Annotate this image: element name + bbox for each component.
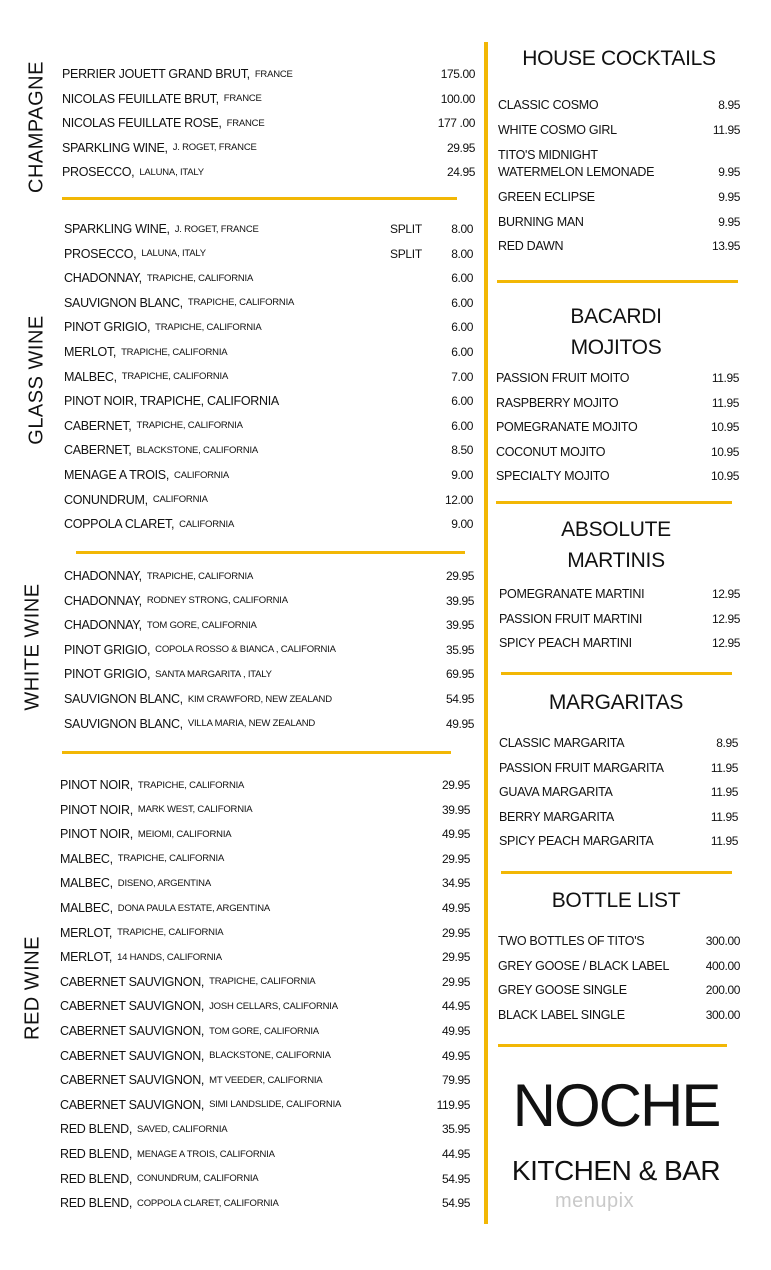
item-detail: TRAPICHE, CALIFORNIA	[117, 927, 224, 939]
item-price: 6.00	[451, 320, 473, 335]
item-name: SAUVIGNON BLANC,	[64, 716, 183, 731]
item-name: PERRIER JOUETT GRAND BRUT,	[62, 67, 250, 81]
menu-item	[498, 93, 598, 117]
item-name: MALBEC,	[60, 876, 113, 891]
menu-item	[60, 921, 223, 945]
item-price: 11.95	[710, 760, 738, 775]
watermark-text: menupix	[555, 1190, 635, 1212]
item-name: RED BLEND,	[60, 1147, 133, 1161]
item-name: PINOT NOIR,	[60, 802, 133, 817]
item-price: 10.95	[710, 420, 739, 435]
item-name: CABERNET SAUVIGNON,	[60, 974, 205, 989]
item-detail: TOM GORE, CALIFORNIA	[209, 1025, 319, 1037]
menu-item	[496, 391, 618, 415]
item-name: NICOLAS FEUILLATE BRUT,	[62, 91, 219, 106]
item-price: 400.00	[705, 958, 740, 973]
item-name: SPECIALTY MOJITO	[496, 469, 610, 484]
item-detail: FRANCE	[223, 93, 262, 105]
item-split: SPLIT	[390, 222, 422, 236]
item-name: TITO'S MIDNIGHT	[498, 148, 598, 162]
item-price: 8.00	[451, 222, 473, 236]
item-name: POMEGRANATE MARTINI	[499, 587, 645, 601]
column-divider	[484, 42, 488, 1224]
menu-item	[62, 111, 264, 135]
item-price: 29.95	[441, 950, 470, 965]
glass-wine-divider	[76, 551, 465, 554]
item-detail: BLACKSTONE, CALIFORNIA	[136, 444, 259, 456]
item-price: 8.95	[716, 736, 738, 750]
martinis-divider	[501, 672, 732, 675]
item-detail: MEIOMI, CALIFORNIA	[137, 828, 232, 840]
item-name: CLASSIC MARGARITA	[499, 736, 625, 750]
item-price: 29.95	[446, 140, 475, 155]
martinis-heading: MARTINIS	[567, 549, 665, 572]
item-detail: TRAPICHE, CALIFORNIA	[187, 297, 295, 309]
item-detail: SIMI LANDSLIDE, CALIFORNIA	[209, 1099, 342, 1111]
item-price: 12.95	[711, 636, 740, 651]
item-name: MERLOT,	[60, 950, 113, 965]
menu-item	[64, 365, 228, 389]
menu-item	[60, 896, 270, 920]
item-price: 9.00	[451, 468, 473, 482]
item-price: 9.00	[451, 517, 473, 532]
bacardi-heading: BACARDI	[570, 305, 662, 328]
menu-item	[60, 1019, 319, 1043]
item-detail: CALIFORNIA	[174, 469, 230, 481]
item-price: 11.95	[711, 395, 739, 410]
menu-item	[499, 805, 614, 829]
menu-item	[60, 994, 338, 1018]
menu-item	[60, 773, 244, 797]
menu-item	[498, 160, 654, 184]
item-detail: TRAPICHE, CALIFORNIA	[146, 570, 254, 582]
item-split: SPLIT	[390, 246, 422, 261]
item-detail: COPOLA ROSSO & BIANCA , CALIFORNIA	[155, 644, 336, 656]
item-name: COPPOLA CLARET,	[64, 517, 175, 532]
item-name: MALBEC,	[60, 851, 113, 866]
menu-item	[496, 464, 609, 488]
item-name: BLACK LABEL SINGLE	[498, 1007, 625, 1022]
item-price: 200.00	[705, 983, 740, 998]
item-price: 177 .00	[437, 116, 475, 131]
margaritas-divider	[501, 871, 732, 874]
item-price: 39.95	[441, 802, 470, 817]
item-name: PASSION FRUIT MOITO	[496, 371, 630, 385]
item-name: MALBEC,	[60, 901, 113, 915]
item-detail: FRANCE	[254, 68, 293, 80]
absolute-heading: ABSOLUTE	[561, 518, 671, 541]
item-price: 8.50	[451, 443, 473, 458]
item-name: CHADONNAY,	[64, 569, 142, 583]
item-price: 35.95	[445, 642, 474, 657]
item-price: 119.95	[436, 1097, 470, 1112]
menu-item	[60, 970, 315, 994]
item-name: CABERNET SAUVIGNON,	[60, 1024, 205, 1038]
menu-item	[64, 512, 234, 536]
item-name: SAUVIGNON BLANC,	[64, 295, 183, 310]
item-price: 54.95	[441, 1196, 470, 1211]
item-detail: DONA PAULA ESTATE, ARGENTINA	[117, 902, 271, 914]
item-price: 300.00	[705, 934, 740, 948]
item-price: 69.95	[445, 667, 474, 682]
menu-item	[60, 1167, 258, 1191]
item-price: 49.95	[441, 1024, 470, 1038]
item-name: SPICY PEACH MARGARITA	[499, 834, 654, 849]
item-name: PROSECCO,	[64, 246, 137, 261]
item-name: PINOT NOIR,	[60, 827, 133, 842]
item-name: POMEGRANATE MOJITO	[496, 420, 638, 435]
item-detail: CALIFORNIA	[152, 494, 208, 506]
menu-item	[498, 954, 669, 978]
item-name: RED BLEND,	[60, 1171, 133, 1186]
item-detail: SANTA MARGARITA , ITALY	[155, 668, 272, 680]
item-price: 7.00	[451, 369, 473, 384]
item-name: CABERNET SAUVIGNON,	[60, 1097, 205, 1112]
item-name: CLASSIC COSMO	[498, 98, 599, 112]
menu-item	[498, 234, 563, 258]
menu-item	[64, 589, 288, 613]
item-name: MERLOT,	[64, 345, 117, 359]
menu-item	[496, 415, 637, 439]
item-name: GUAVA MARGARITA	[499, 785, 613, 800]
menu-item	[496, 366, 629, 390]
item-name: TWO BOTTLES OF TITO'S	[498, 934, 645, 948]
menu-item	[64, 613, 257, 637]
item-name: RED DAWN	[498, 239, 564, 253]
menu-item	[60, 1142, 275, 1166]
item-price: 11.95	[711, 371, 739, 385]
item-price: 49.95	[441, 1048, 470, 1063]
item-price: 44.95	[441, 1147, 470, 1161]
white-wine-label: WHITE WINE	[21, 583, 44, 711]
item-price: 300.00	[705, 1007, 740, 1022]
item-detail: LALUNA, ITALY	[139, 166, 204, 178]
item-detail: CALIFORNIA	[179, 518, 235, 530]
item-name: SPICY PEACH MARTINI	[499, 636, 632, 651]
item-detail: CONUNDRUM, CALIFORNIA	[137, 1173, 259, 1185]
item-name: PASSION FRUIT MARGARITA	[499, 760, 664, 775]
house-cocktails-divider	[497, 280, 738, 283]
item-detail: FRANCE	[226, 117, 265, 129]
menu-item	[64, 564, 253, 588]
house-cocktails-heading: HOUSE COCKTAILS	[522, 47, 716, 70]
menu-item	[498, 185, 595, 209]
item-price: 9.95	[718, 165, 740, 179]
item-price: 10.95	[710, 444, 739, 459]
item-price: 12.00	[444, 492, 473, 507]
menu-item	[64, 242, 206, 266]
item-price: 100.00	[440, 91, 475, 106]
item-price: 12.95	[711, 611, 740, 626]
glass-wine-label: GLASS WINE	[25, 315, 48, 445]
item-name: SAUVIGNON BLANC,	[64, 692, 183, 706]
menu-item	[60, 847, 224, 871]
item-price: 9.95	[718, 190, 740, 204]
menu-item	[64, 712, 315, 736]
item-name: PINOT GRIGIO,	[64, 320, 151, 335]
item-name: PROSECCO,	[62, 165, 135, 180]
item-price: 6.00	[451, 345, 473, 359]
item-detail: J. ROGET, FRANCE	[174, 223, 259, 235]
item-price: 11.95	[710, 785, 738, 800]
item-price: 6.00	[451, 271, 473, 286]
menu-item	[60, 1117, 227, 1141]
item-detail: MARK WEST, CALIFORNIA	[137, 804, 253, 816]
item-name: PINOT GRIGIO,	[64, 642, 151, 657]
red-wine-label: RED WINE	[21, 936, 44, 1040]
item-detail: RODNEY STRONG, CALIFORNIA	[146, 595, 288, 607]
item-detail: TRAPICHE, CALIFORNIA	[117, 853, 225, 865]
menu-item	[60, 1191, 279, 1215]
item-price: 12.95	[711, 587, 740, 601]
item-name: CHADONNAY,	[64, 271, 142, 286]
item-name: CABERNET,	[64, 418, 132, 433]
item-name: SPARKLING WINE,	[62, 140, 168, 155]
menu-item	[60, 1068, 322, 1092]
menu-item	[64, 340, 227, 364]
item-name: NICOLAS FEUILLATE ROSE,	[62, 116, 222, 131]
menu-item	[60, 798, 252, 822]
item-price: 49.95	[441, 901, 470, 915]
item-name: PINOT GRIGIO,	[64, 667, 151, 682]
item-name: WATERMELON LEMONADE	[498, 165, 655, 179]
menu-item	[62, 87, 262, 111]
item-name: RASPBERRY MOJITO	[496, 395, 619, 410]
item-detail: JOSH CELLARS, CALIFORNIA	[209, 1000, 338, 1012]
item-detail: MENAGE A TROIS, CALIFORNIA	[137, 1148, 275, 1160]
menu-item	[64, 315, 262, 339]
item-price: 10.95	[710, 469, 739, 484]
menu-item	[496, 440, 605, 464]
menu-item	[64, 687, 332, 711]
item-name: MENAGE A TROIS,	[64, 468, 170, 482]
menu-item	[499, 731, 624, 755]
menu-item	[64, 389, 279, 413]
menu-item	[64, 266, 253, 290]
menu-item	[499, 607, 642, 631]
item-price: 11.95	[710, 834, 738, 849]
item-detail: KIM CRAWFORD, NEW ZEALAND	[187, 693, 332, 705]
item-detail: COPPOLA CLARET, CALIFORNIA	[137, 1197, 279, 1209]
champagne-label: CHAMPAGNE	[25, 61, 48, 193]
bottle-list-divider	[498, 1044, 727, 1047]
item-name: GREY GOOSE / BLACK LABEL	[498, 958, 670, 973]
item-detail: TRAPICHE, CALIFORNIA	[146, 272, 254, 284]
item-name: BERRY MARGARITA	[499, 809, 614, 824]
item-name: CABERNET SAUVIGNON,	[60, 999, 205, 1014]
champagne-divider	[62, 197, 457, 200]
item-price: 29.95	[441, 778, 470, 792]
item-name: CHADONNAY,	[64, 593, 142, 608]
item-detail: TRAPICHE, CALIFORNIA	[209, 976, 316, 988]
menu-item	[60, 822, 231, 846]
mojitos-divider	[496, 501, 732, 504]
item-price: 39.95	[445, 593, 474, 608]
menu-item	[64, 638, 336, 662]
menu-item	[60, 1093, 341, 1117]
item-price: 54.95	[445, 692, 474, 706]
menu-item	[498, 210, 584, 234]
item-name: COCONUT MOJITO	[496, 444, 606, 459]
item-detail: TRAPICHE, CALIFORNIA	[136, 420, 243, 432]
item-detail: BLACKSTONE, CALIFORNIA	[209, 1050, 331, 1062]
item-detail: J. ROGET, FRANCE	[172, 142, 257, 154]
item-price: 6.00	[451, 418, 473, 433]
menu-item	[64, 463, 229, 487]
menu-item	[62, 136, 257, 160]
menu-item	[499, 582, 644, 606]
item-name: GREY GOOSE SINGLE	[498, 983, 627, 998]
item-price: 34.95	[441, 876, 470, 891]
item-price: 24.95	[446, 165, 475, 180]
brand-subtitle: KITCHEN & BAR	[511, 1155, 721, 1186]
menu-item	[64, 217, 259, 241]
item-detail: TRAPICHE, CALIFORNIA	[155, 321, 262, 333]
item-name: SPARKLING WINE,	[64, 222, 170, 236]
menu-item	[62, 62, 293, 86]
item-name: CHADONNAY,	[64, 618, 142, 633]
item-detail: TRAPICHE, CALIFORNIA	[121, 371, 229, 383]
item-detail: TRAPICHE, CALIFORNIA	[137, 779, 245, 791]
item-detail: 14 HANDS, CALIFORNIA	[117, 951, 222, 963]
item-detail: SAVED, CALIFORNIA	[137, 1123, 228, 1135]
item-price: 6.00	[451, 295, 473, 310]
menu-item	[498, 929, 644, 953]
item-name: PINOT NOIR, TRAPICHE, CALIFORNIA	[64, 394, 279, 409]
menu-item	[498, 1003, 625, 1027]
item-price: 29.95	[441, 851, 470, 866]
item-name: PASSION FRUIT MARTINI	[499, 611, 643, 626]
menu-item	[499, 631, 632, 655]
item-price: 54.95	[441, 1171, 470, 1186]
item-detail: TOM GORE, CALIFORNIA	[146, 619, 257, 631]
margaritas-heading: MARGARITAS	[548, 691, 684, 714]
menu-item	[498, 978, 627, 1002]
item-name: MALBEC,	[64, 369, 117, 384]
menu-item	[64, 291, 294, 315]
menu-item	[60, 945, 222, 969]
item-detail: TRAPICHE, CALIFORNIA	[121, 346, 228, 358]
menu-item	[499, 756, 664, 780]
bottle-list-heading: BOTTLE LIST	[551, 889, 681, 912]
item-price: 49.95	[441, 827, 470, 842]
item-name: PINOT NOIR,	[60, 778, 133, 792]
item-price: 8.95	[718, 98, 740, 112]
item-detail: LALUNA, ITALY	[141, 248, 206, 260]
item-name: CABERNET SAUVIGNON,	[60, 1073, 205, 1088]
item-name: WHITE COSMO GIRL	[498, 123, 617, 137]
item-name: GREEN ECLIPSE	[498, 190, 595, 204]
item-price: 29.95	[441, 974, 470, 989]
menu-item	[64, 488, 208, 512]
item-detail: MT VEEDER, CALIFORNIA	[209, 1074, 323, 1086]
menu-item	[499, 829, 653, 853]
item-price: 29.95	[441, 925, 470, 940]
item-name: CABERNET,	[64, 443, 132, 458]
item-price: 29.95	[445, 569, 474, 583]
item-name: CONUNDRUM,	[64, 492, 148, 507]
item-price: 79.95	[441, 1073, 470, 1088]
white-wine-divider	[62, 751, 451, 754]
menu-item	[64, 438, 258, 462]
item-price: 175.00	[440, 67, 475, 81]
item-price: 49.95	[445, 716, 474, 731]
item-price: 39.95	[445, 618, 474, 633]
item-price: 13.95	[711, 239, 740, 253]
item-detail: VILLA MARIA, NEW ZEALAND	[187, 718, 316, 730]
item-name: BURNING MAN	[498, 215, 584, 229]
item-price: 11.95	[710, 809, 738, 824]
item-price: 8.00	[451, 246, 473, 261]
item-name: RED BLEND,	[60, 1122, 133, 1137]
item-price: 6.00	[451, 394, 473, 409]
item-name: CABERNET SAUVIGNON,	[60, 1048, 205, 1063]
item-price: 35.95	[441, 1122, 470, 1137]
mojitos-heading: MOJITOS	[570, 336, 662, 359]
item-price: 44.95	[441, 999, 470, 1014]
menu-item	[499, 780, 613, 804]
brand-name: NOCHE	[512, 1072, 720, 1139]
menu-item	[498, 118, 617, 142]
item-name: RED BLEND,	[60, 1196, 133, 1211]
menu-item	[64, 662, 272, 686]
item-name: MERLOT,	[60, 925, 113, 940]
item-price: 9.95	[718, 215, 740, 229]
item-detail: DISENO, ARGENTINA	[117, 877, 211, 889]
item-price: 11.95	[712, 123, 740, 137]
menu-item	[64, 414, 243, 438]
menu-item	[60, 871, 211, 895]
menu-item	[60, 1044, 331, 1068]
menu-item	[62, 160, 204, 184]
